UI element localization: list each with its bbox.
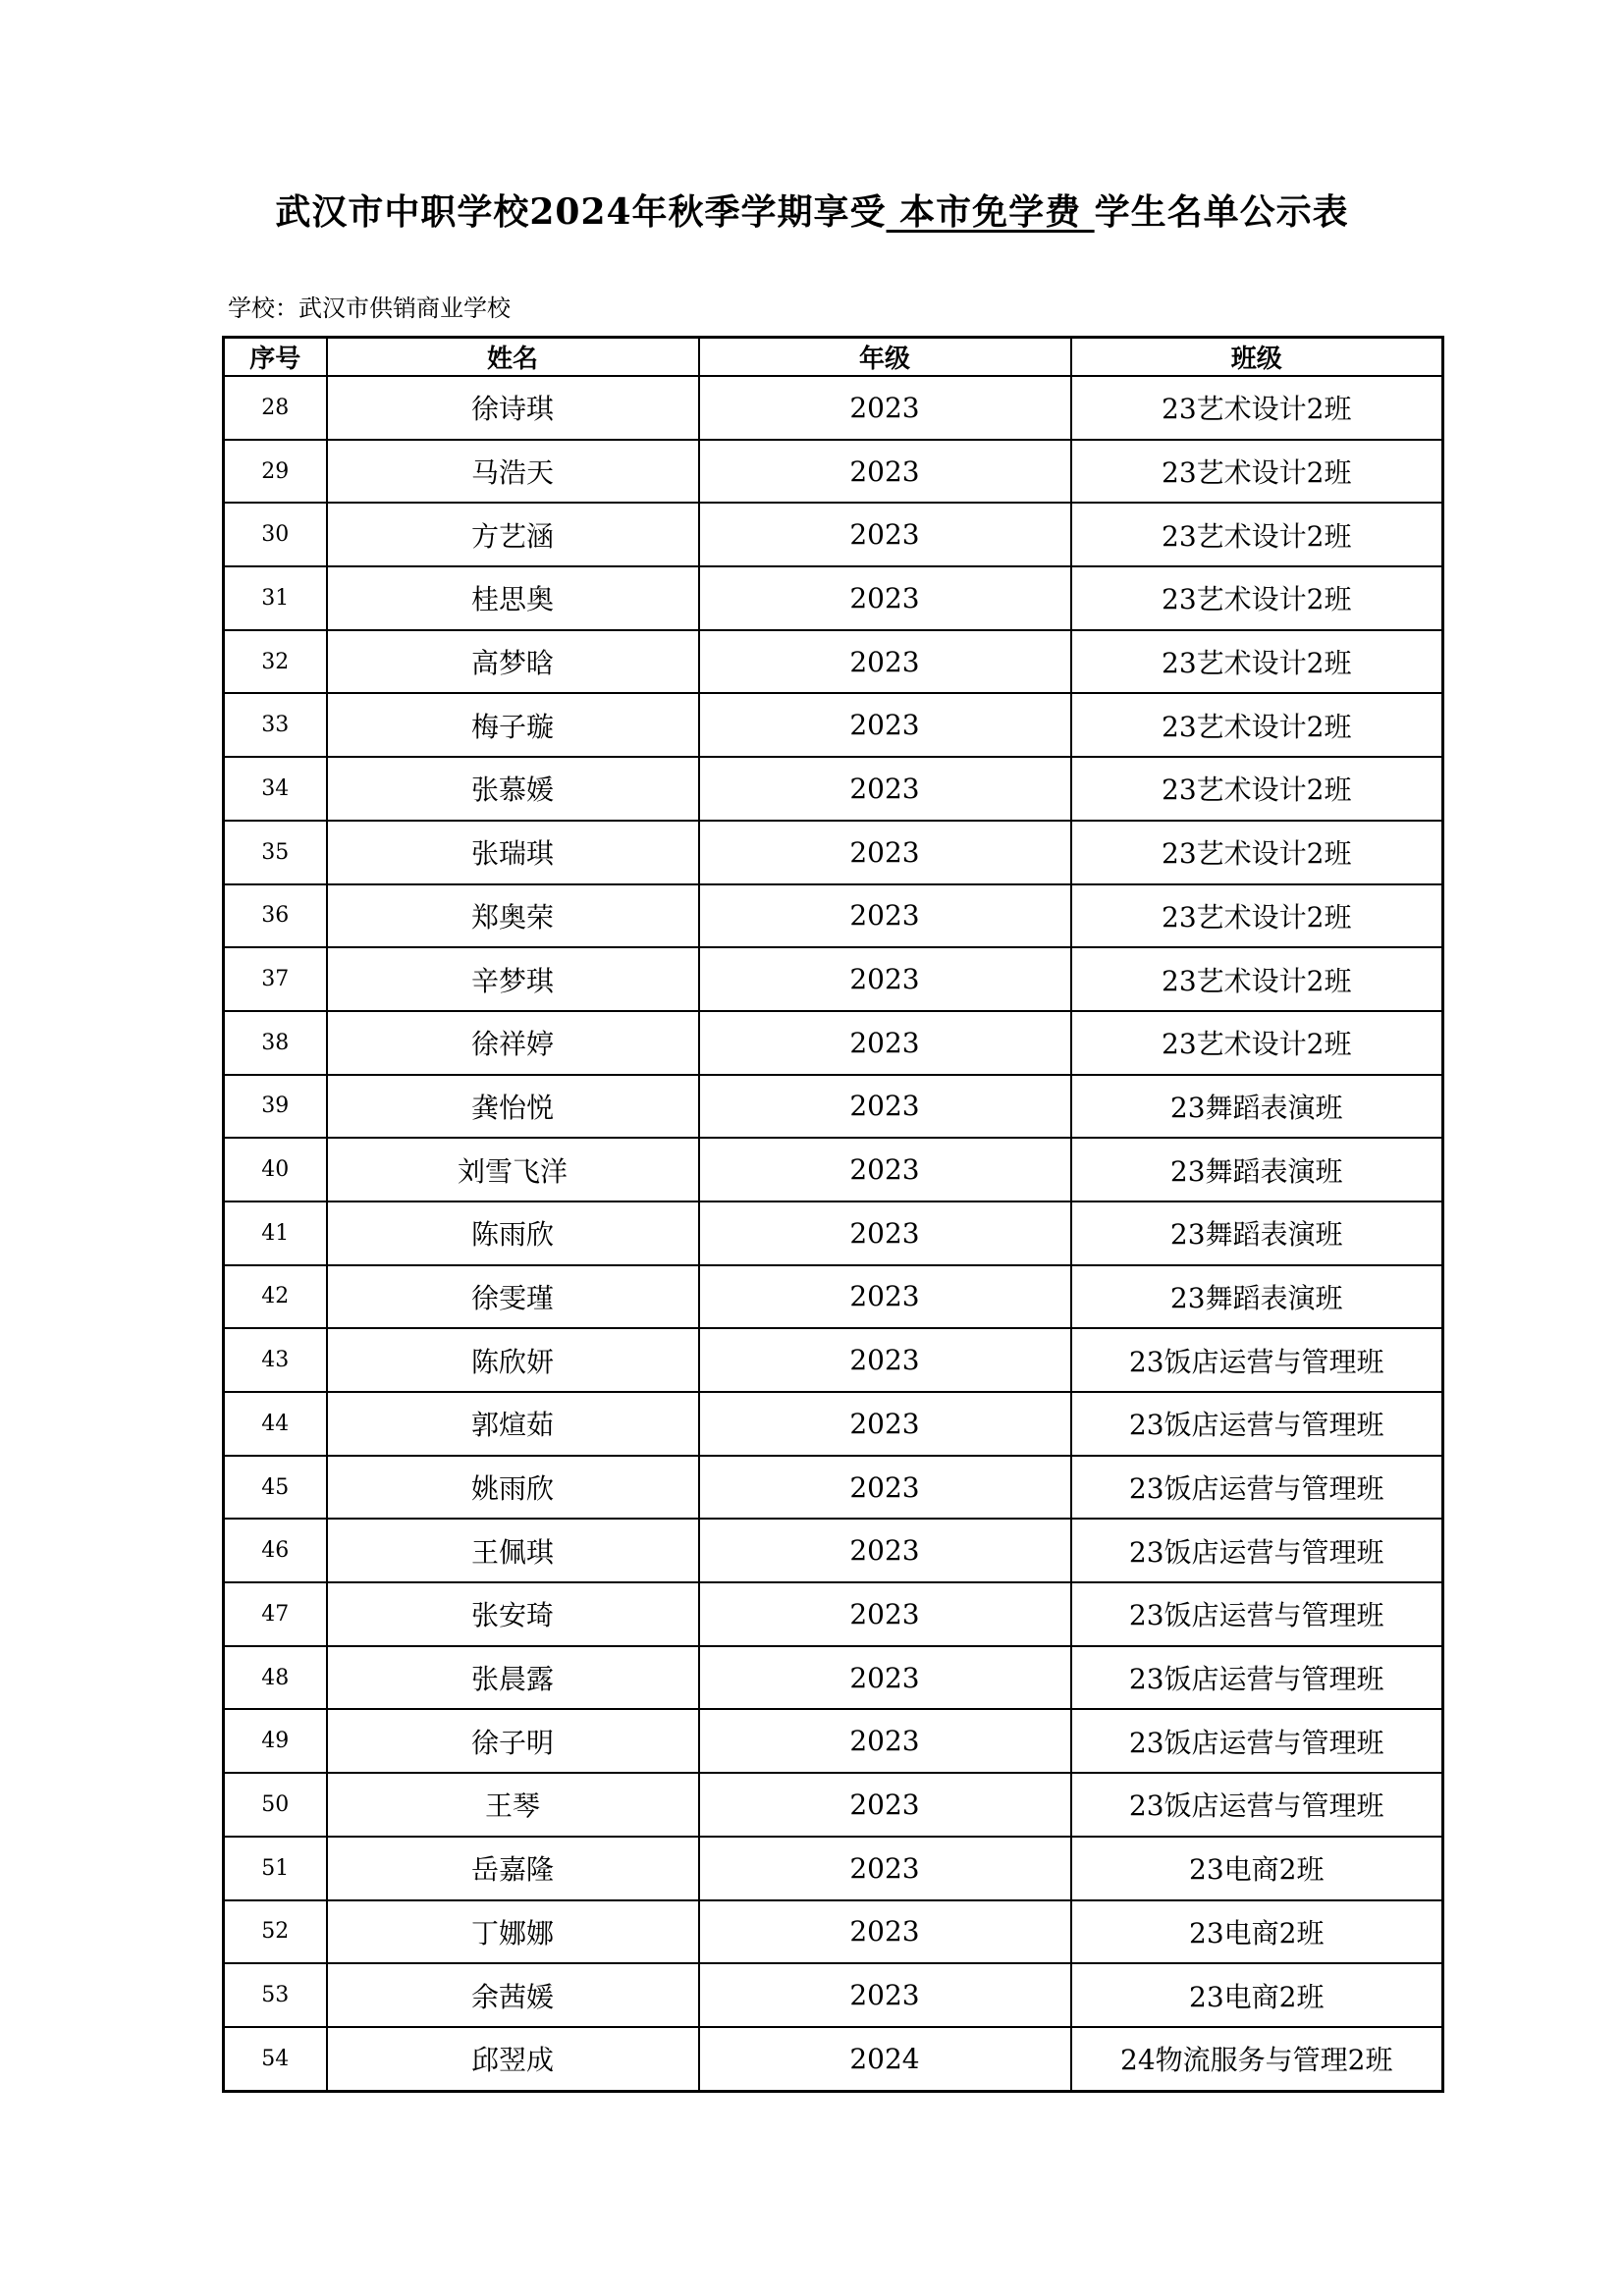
grade-cell: 2023 (699, 947, 1071, 1011)
name-cell: 郑奥荣 (327, 884, 699, 948)
grade-cell: 2023 (699, 1837, 1071, 1900)
table-row (224, 440, 1443, 504)
name-cell: 刘雪飞洋 (327, 1138, 699, 1201)
name-cell: 郭煊茹 (327, 1392, 699, 1456)
seq-cell: 53 (224, 1963, 327, 2027)
page-title (0, 185, 1624, 235)
grade-cell: 2023 (699, 1709, 1071, 1773)
table-row (224, 1519, 1443, 1582)
seq-cell: 35 (224, 821, 327, 884)
seq-cell: 46 (224, 1519, 327, 1582)
school-name-line: 学校：武汉市供销商业学校 (228, 294, 511, 322)
name-cell: 王琴 (327, 1773, 699, 1837)
name-cell: 方艺涵 (327, 503, 699, 566)
class-cell: 23饭店运营与管理班 (1071, 1773, 1443, 1837)
class-cell: 23艺术设计2班 (1071, 884, 1443, 948)
grade-cell: 2023 (699, 1328, 1071, 1392)
table-row (224, 821, 1443, 884)
grade-cell: 2023 (699, 630, 1071, 694)
class-cell: 23艺术设计2班 (1071, 947, 1443, 1011)
seq-cell: 50 (224, 1773, 327, 1837)
seq-cell: 36 (224, 884, 327, 948)
table-row (224, 1709, 1443, 1773)
seq-cell: 43 (224, 1328, 327, 1392)
table-row (224, 947, 1443, 1011)
table-row (224, 630, 1443, 694)
class-cell: 23舞蹈表演班 (1071, 1138, 1443, 1201)
name-cell: 龚怡悦 (327, 1075, 699, 1139)
table-row (224, 1837, 1443, 1900)
class-cell: 23艺术设计2班 (1071, 1011, 1443, 1075)
seq-cell: 52 (224, 1900, 327, 1964)
class-cell: 23饭店运营与管理班 (1071, 1328, 1443, 1392)
grade-cell: 2023 (699, 1392, 1071, 1456)
name-cell: 徐诗琪 (327, 376, 699, 440)
grade-cell: 2023 (699, 1201, 1071, 1265)
class-cell: 23饭店运营与管理班 (1071, 1392, 1443, 1456)
table-row (224, 376, 1443, 440)
class-cell: 23艺术设计2班 (1071, 503, 1443, 566)
seq-cell: 48 (224, 1646, 327, 1710)
table-row (224, 1900, 1443, 1964)
table-row (224, 2027, 1443, 2092)
grade-cell: 2023 (699, 1519, 1071, 1582)
table-row (224, 1392, 1443, 1456)
class-cell: 23电商2班 (1071, 1963, 1443, 2027)
grade-cell: 2023 (699, 566, 1071, 630)
seq-cell: 47 (224, 1582, 327, 1646)
grade-cell: 2023 (699, 821, 1071, 884)
table-row (224, 693, 1443, 757)
grade-cell: 2023 (699, 376, 1071, 440)
grade-cell: 2023 (699, 503, 1071, 566)
name-cell: 高梦晗 (327, 630, 699, 694)
name-cell: 桂思奥 (327, 566, 699, 630)
grade-cell: 2023 (699, 1456, 1071, 1520)
class-cell: 24物流服务与管理2班 (1071, 2027, 1443, 2092)
title-suffix: 学生名单公示表 (1094, 191, 1349, 233)
class-cell: 23饭店运营与管理班 (1071, 1709, 1443, 1773)
table-row (224, 1011, 1443, 1075)
seq-cell: 29 (224, 440, 327, 504)
table-row (224, 1328, 1443, 1392)
class-cell: 23艺术设计2班 (1071, 630, 1443, 694)
grade-cell: 2023 (699, 693, 1071, 757)
seq-cell: 30 (224, 503, 327, 566)
table-row (224, 757, 1443, 821)
name-cell: 张瑞琪 (327, 821, 699, 884)
name-cell: 张安琦 (327, 1582, 699, 1646)
table-row (224, 1138, 1443, 1201)
name-cell: 徐雯瑾 (327, 1265, 699, 1329)
class-cell: 23艺术设计2班 (1071, 566, 1443, 630)
name-cell: 邱翌成 (327, 2027, 699, 2092)
class-cell: 23舞蹈表演班 (1071, 1201, 1443, 1265)
class-cell: 23艺术设计2班 (1071, 757, 1443, 821)
grade-cell: 2023 (699, 1773, 1071, 1837)
name-cell: 梅子璇 (327, 693, 699, 757)
student-list-table (222, 336, 1444, 2093)
class-cell: 23艺术设计2班 (1071, 440, 1443, 504)
name-cell: 陈雨欣 (327, 1201, 699, 1265)
seq-cell: 44 (224, 1392, 327, 1456)
grade-cell: 2023 (699, 1075, 1071, 1139)
class-cell: 23艺术设计2班 (1071, 376, 1443, 440)
seq-cell: 40 (224, 1138, 327, 1201)
grade-cell: 2023 (699, 1011, 1071, 1075)
grade-cell: 2023 (699, 1138, 1071, 1201)
header-grade: 年级 (699, 338, 1071, 377)
seq-cell: 49 (224, 1709, 327, 1773)
seq-cell: 45 (224, 1456, 327, 1520)
table-row (224, 503, 1443, 566)
table-row (224, 1201, 1443, 1265)
name-cell: 姚雨欣 (327, 1456, 699, 1520)
table-row (224, 566, 1443, 630)
class-cell: 23舞蹈表演班 (1071, 1075, 1443, 1139)
table-row (224, 1265, 1443, 1329)
table-row (224, 1646, 1443, 1710)
grade-cell: 2023 (699, 440, 1071, 504)
grade-cell: 2023 (699, 1963, 1071, 2027)
grade-cell: 2023 (699, 1646, 1071, 1710)
table-row (224, 1075, 1443, 1139)
title-prefix: 武汉市中职学校2024年秋季学期享受 (275, 191, 887, 233)
seq-cell: 41 (224, 1201, 327, 1265)
grade-cell: 2023 (699, 1582, 1071, 1646)
name-cell: 陈欣妍 (327, 1328, 699, 1392)
name-cell: 辛梦琪 (327, 947, 699, 1011)
title-underlined-text: 本市免学费 (886, 191, 1095, 233)
table-row (224, 1963, 1443, 2027)
seq-cell: 34 (224, 757, 327, 821)
class-cell: 23舞蹈表演班 (1071, 1265, 1443, 1329)
name-cell: 岳嘉隆 (327, 1837, 699, 1900)
table-row (224, 1773, 1443, 1837)
name-cell: 徐祥婷 (327, 1011, 699, 1075)
class-cell: 23电商2班 (1071, 1900, 1443, 1964)
seq-cell: 39 (224, 1075, 327, 1139)
seq-cell: 54 (224, 2027, 327, 2092)
name-cell: 张慕媛 (327, 757, 699, 821)
table-row (224, 1582, 1443, 1646)
grade-cell: 2023 (699, 1900, 1071, 1964)
header-class: 班级 (1071, 338, 1443, 377)
class-cell: 23艺术设计2班 (1071, 693, 1443, 757)
grade-cell: 2023 (699, 1265, 1071, 1329)
table-row (224, 1456, 1443, 1520)
seq-cell: 42 (224, 1265, 327, 1329)
seq-cell: 28 (224, 376, 327, 440)
seq-cell: 38 (224, 1011, 327, 1075)
seq-cell: 37 (224, 947, 327, 1011)
class-cell: 23饭店运营与管理班 (1071, 1582, 1443, 1646)
name-cell: 徐子明 (327, 1709, 699, 1773)
class-cell: 23饭店运营与管理班 (1071, 1456, 1443, 1520)
table-header-row (224, 338, 1443, 377)
class-cell: 23饭店运营与管理班 (1071, 1519, 1443, 1582)
name-cell: 丁娜娜 (327, 1900, 699, 1964)
header-seq: 序号 (224, 338, 327, 377)
seq-cell: 51 (224, 1837, 327, 1900)
grade-cell: 2023 (699, 884, 1071, 948)
class-cell: 23饭店运营与管理班 (1071, 1646, 1443, 1710)
name-cell: 王佩琪 (327, 1519, 699, 1582)
class-cell: 23电商2班 (1071, 1837, 1443, 1900)
grade-cell: 2024 (699, 2027, 1071, 2092)
seq-cell: 32 (224, 630, 327, 694)
grade-cell: 2023 (699, 757, 1071, 821)
class-cell: 23艺术设计2班 (1071, 821, 1443, 884)
header-name: 姓名 (327, 338, 699, 377)
name-cell: 余茜媛 (327, 1963, 699, 2027)
name-cell: 马浩天 (327, 440, 699, 504)
name-cell: 张晨露 (327, 1646, 699, 1710)
table-row (224, 884, 1443, 948)
seq-cell: 33 (224, 693, 327, 757)
seq-cell: 31 (224, 566, 327, 630)
